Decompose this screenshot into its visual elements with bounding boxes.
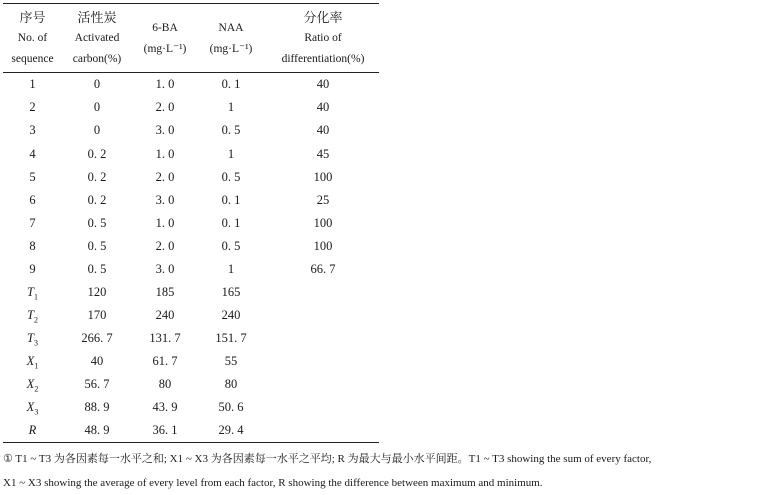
summary-row bbox=[0, 327, 400, 349]
ba-cell: 43. 9 bbox=[152, 400, 178, 414]
header-naa-unit: (mg·L⁻¹) bbox=[209, 43, 253, 55]
ba-cell: 185 bbox=[155, 285, 175, 299]
header-ratio bbox=[267, 7, 379, 70]
seq-cell: 5 bbox=[29, 170, 36, 184]
carbon-cell: 170 bbox=[87, 308, 107, 322]
summary-row bbox=[0, 304, 400, 326]
carbon-cell: 0. 2 bbox=[87, 147, 107, 161]
header-carbon-zh: 活性炭 bbox=[77, 10, 117, 25]
header-seq-en1: No. of bbox=[17, 32, 48, 44]
summary-row bbox=[0, 373, 400, 395]
naa-cell: 55 bbox=[224, 354, 238, 368]
table-row bbox=[0, 235, 400, 257]
footnote-line-2: X1 ~ X3 showing the average of every level from each factor, R showing the difference between maximum and minimum. bbox=[3, 477, 543, 489]
carbon-cell: 0 bbox=[93, 100, 101, 114]
summary-symbol: $X_2$ bbox=[26, 377, 39, 394]
carbon-cell: 0. 5 bbox=[87, 262, 107, 276]
ratio-cell: 25 bbox=[316, 193, 330, 207]
naa-cell: 29. 4 bbox=[218, 423, 244, 437]
summary-symbol: R bbox=[28, 423, 37, 437]
ratio-cell: 40 bbox=[316, 77, 330, 91]
table-row bbox=[0, 258, 400, 280]
summary-row bbox=[0, 419, 400, 441]
seq-cell: 4 bbox=[29, 147, 36, 161]
naa-cell: 1 bbox=[227, 100, 235, 114]
ratio-cell: 66. 7 bbox=[310, 262, 336, 276]
ratio-cell: 40 bbox=[316, 100, 330, 114]
header-6ba-unit: (mg·L⁻¹) bbox=[143, 43, 187, 55]
header-seq-en2: sequence bbox=[11, 53, 54, 65]
ba-cell: 3. 0 bbox=[155, 193, 175, 207]
carbon-cell: 0 bbox=[93, 123, 101, 137]
seq-cell: 3 bbox=[29, 123, 36, 137]
table-row bbox=[0, 212, 400, 234]
naa-cell: 80 bbox=[224, 377, 238, 391]
ratio-cell: 45 bbox=[316, 147, 330, 161]
table-row bbox=[0, 143, 400, 165]
ratio-cell: 100 bbox=[313, 216, 333, 230]
ratio-cell: 100 bbox=[313, 239, 333, 253]
table-row bbox=[0, 119, 400, 141]
carbon-cell: 48. 9 bbox=[84, 423, 110, 437]
summary-symbol: $T_1$ bbox=[27, 285, 38, 302]
header-carbon-en2: carbon(%) bbox=[72, 53, 122, 65]
summary-row bbox=[0, 350, 400, 372]
naa-cell: 0. 1 bbox=[221, 193, 241, 207]
naa-cell: 240 bbox=[221, 308, 241, 322]
summary-symbol: $X_1$ bbox=[26, 354, 39, 371]
carbon-cell: 88. 9 bbox=[84, 400, 110, 414]
bottom-rule bbox=[3, 442, 379, 443]
summary-row bbox=[0, 396, 400, 418]
seq-cell: 1 bbox=[29, 77, 36, 91]
summary-symbol: $X_3$ bbox=[26, 400, 39, 417]
ba-cell: 1. 0 bbox=[155, 77, 175, 91]
naa-cell: 0. 1 bbox=[221, 77, 241, 91]
table-row bbox=[0, 166, 400, 188]
carbon-cell: 0. 5 bbox=[87, 239, 107, 253]
footnote-line-1: ① T1 ~ T3 为各因素每一水平之和; X1 ~ X3 为各因素每一水平之平均; R 为最大与最小水平间距。T1 ~ T3 showing the sum of every factor, bbox=[3, 453, 652, 465]
seq-cell: 6 bbox=[29, 193, 36, 207]
naa-cell: 1 bbox=[227, 147, 235, 161]
ba-cell: 3. 0 bbox=[155, 262, 175, 276]
naa-cell: 0. 5 bbox=[221, 170, 241, 184]
carbon-cell: 40 bbox=[90, 354, 104, 368]
header-6ba bbox=[135, 18, 195, 60]
ba-cell: 240 bbox=[155, 308, 175, 322]
carbon-cell: 120 bbox=[87, 285, 107, 299]
header-naa-name: NAA bbox=[218, 22, 244, 34]
seq-cell: 8 bbox=[29, 239, 36, 253]
naa-cell: 50. 6 bbox=[218, 400, 244, 414]
carbon-cell: 56. 7 bbox=[84, 377, 110, 391]
carbon-cell: 0. 5 bbox=[87, 216, 107, 230]
header-ratio-en1: Ratio of bbox=[304, 32, 342, 44]
ba-cell: 3. 0 bbox=[155, 123, 175, 137]
ratio-cell: 40 bbox=[316, 123, 330, 137]
carbon-cell: 266. 7 bbox=[81, 331, 113, 345]
header-ratio-en2: differentiation(%) bbox=[281, 53, 365, 65]
ba-cell: 2. 0 bbox=[155, 100, 175, 114]
naa-cell: 165 bbox=[221, 285, 241, 299]
header-6ba-name: 6-BA bbox=[152, 22, 178, 34]
seq-cell: 7 bbox=[29, 216, 36, 230]
ba-cell: 2. 0 bbox=[155, 239, 175, 253]
ba-cell: 1. 0 bbox=[155, 147, 175, 161]
seq-cell: 2 bbox=[29, 100, 36, 114]
naa-cell: 0. 5 bbox=[221, 239, 241, 253]
carbon-cell: 0 bbox=[93, 77, 101, 91]
ba-cell: 80 bbox=[158, 377, 172, 391]
summary-row bbox=[0, 281, 400, 303]
naa-cell: 0. 1 bbox=[221, 216, 241, 230]
table-row bbox=[0, 96, 400, 118]
table-row bbox=[0, 73, 400, 95]
seq-cell: 9 bbox=[29, 262, 36, 276]
ba-cell: 1. 0 bbox=[155, 216, 175, 230]
top-rule bbox=[3, 3, 379, 4]
header-naa bbox=[195, 18, 267, 60]
ba-cell: 131. 7 bbox=[149, 331, 181, 345]
header-carbon bbox=[62, 7, 132, 70]
ratio-cell: 100 bbox=[313, 170, 333, 184]
ba-cell: 36. 1 bbox=[152, 423, 178, 437]
summary-symbol: $T_2$ bbox=[27, 308, 38, 325]
ba-cell: 2. 0 bbox=[155, 170, 175, 184]
header-ratio-zh: 分化率 bbox=[303, 10, 343, 25]
naa-cell: 151. 7 bbox=[215, 331, 247, 345]
ba-cell: 61. 7 bbox=[152, 354, 178, 368]
summary-symbol: $T_3$ bbox=[27, 331, 38, 348]
header-seq bbox=[3, 7, 62, 70]
naa-cell: 1 bbox=[227, 262, 235, 276]
header-carbon-en1: Activated bbox=[74, 32, 120, 44]
header-seq-zh: 序号 bbox=[19, 10, 46, 25]
carbon-cell: 0. 2 bbox=[87, 193, 107, 207]
naa-cell: 0. 5 bbox=[221, 123, 241, 137]
table-row bbox=[0, 189, 400, 211]
carbon-cell: 0. 2 bbox=[87, 170, 107, 184]
